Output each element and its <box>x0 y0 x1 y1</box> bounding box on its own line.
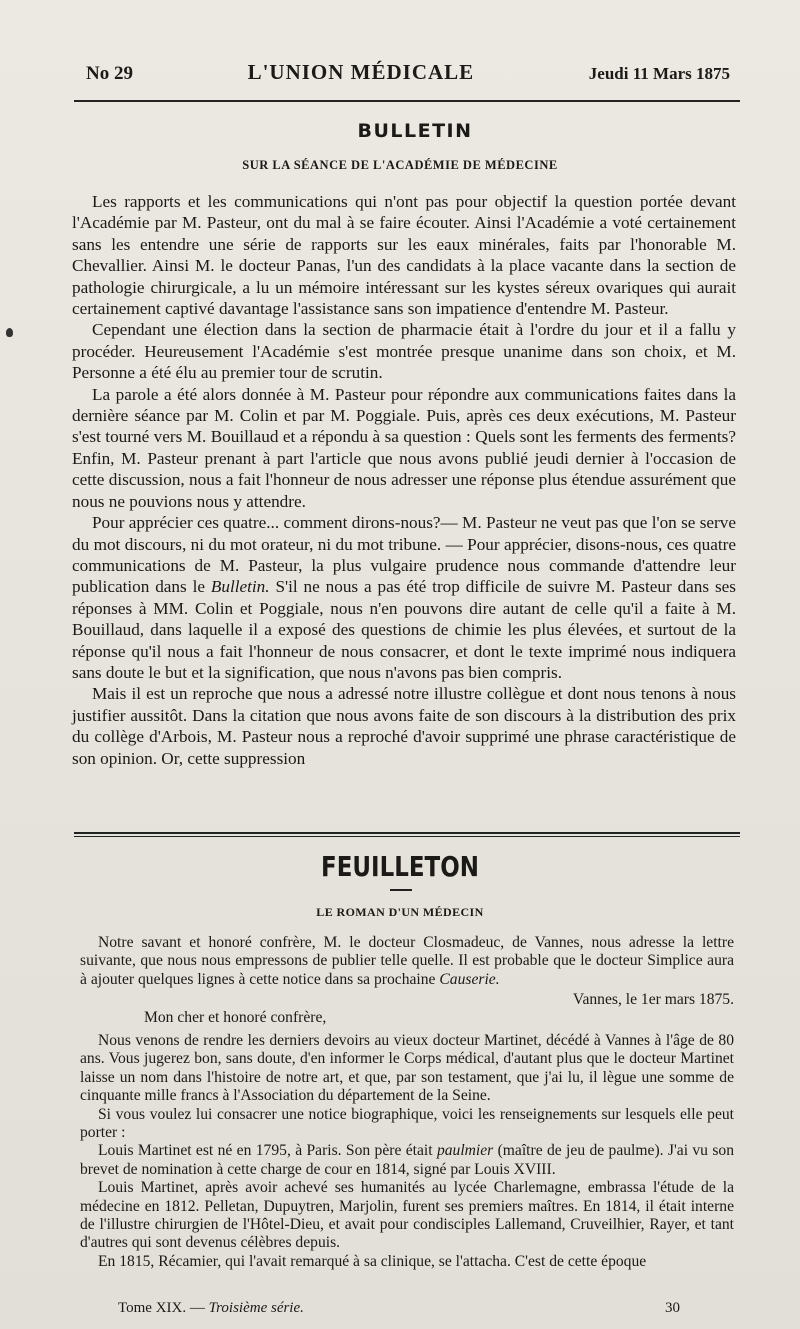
letter-text: Louis Martinet est né en 1795, à Paris. Son père était <box>98 1142 437 1160</box>
header-rule <box>74 100 740 102</box>
feuilleton-subtitle: LE ROMAN D'UN MÉDECIN <box>316 905 484 919</box>
issue-date: Jeudi 11 Mars 1875 <box>588 64 730 83</box>
letter-place-date: Vannes, le 1er mars 1875. <box>572 990 734 1008</box>
volume-info <box>118 1300 304 1317</box>
bulletin-paragraph: La parole a été alors donnée à M. Pasteur pour répondre aux communications faites dans la dernière séance par M. Colin et par M. Poggiale. Puis, après ces deux exécutions, M. Pasteur s'est tourné vers M. Bouillaud et a répondu à sa question : Quels sont les ferments des ferments? Enfin, M. Pasteur prenant à part l'article que nous avons publié jeudi dernier à l'occasion de cette discussion, nous a fait l'honneur de nous adresser une réponse plus étendue assurément que nous ne pouvions nous y attendre. <box>72 384 736 511</box>
letter-paragraph: Si vous voulez lui consacrer une notice biographique, voici les renseignements sur lesquels elle peut porter : <box>80 1105 734 1142</box>
bulletin-text: Pour apprécier ces quatre... comment dirons-nous?— M. Pasteur ne veut pas que l'on se serve du mot discours, ni du mot orateur, ni du mot tribune. — Pour apprécier, disons-nous, ces quatre communications de M. Pasteur, la plus vulgaire prudence nous commande d'attendre leur publication dans le <box>72 513 736 597</box>
letter-paragraph: En 1815, Récamier, qui l'avait remarqué à sa clinique, se l'attacha. C'est de cette époque <box>98 1252 647 1270</box>
bulletin-subtitle: SUR LA SÉANCE DE L'ACADÉMIE DE MÉDECINE <box>242 158 558 172</box>
intro-italic: Causerie. <box>439 970 500 988</box>
bulletin-title: BULLETIN <box>357 120 473 142</box>
letter-paragraph: Nous venons de rendre les derniers devoirs au vieux docteur Martinet, décédé à Vannes à l'âge de 80 ans. Vous jugerez bon, sans doute, d'en informer le Corps médical, d'autant plus que le docteur Martinet laisse un nom dans l'histoire de notre art, et que, par son testament, que j'ai lu, il lègue une somme de cinquante mille francs à l'Association du département de la Seine. <box>80 1032 734 1105</box>
feuilleton-intro-paragraph <box>80 934 734 989</box>
feuilleton-rule-thin <box>74 836 740 837</box>
feuilleton-rule <box>74 832 740 834</box>
ink-spot <box>6 328 13 337</box>
feuilleton-intro <box>80 934 734 1027</box>
intro-text: Notre savant et honoré confrère, M. le docteur Closmadeuc, de Vannes, nous adresse la lettre suivante, que nous nous empressons de publier telle quelle. Il est probable que le docteur Simplice aura à ajouter quelques lignes à cette notice dans sa prochaine <box>80 934 734 988</box>
letter-salutation: Mon cher et honoré confrère, <box>144 1009 327 1027</box>
series-label: Troisième série. <box>208 1300 304 1316</box>
page-header <box>86 60 730 85</box>
volume-label: Tome XIX. — <box>118 1300 209 1316</box>
issue-number: No 29 <box>86 63 133 84</box>
letter-text: (maître de jeu de paulme). J'ai vu son brevet de nomination à cette charge de cour en 1814, signé par Louis XVIII. <box>80 1142 734 1178</box>
page-number: 30 <box>665 1300 680 1316</box>
feuilleton-title: FEUILLETON <box>321 850 479 883</box>
bulletin-italic: Bulletin. <box>210 577 270 597</box>
letter-paragraph <box>80 1142 734 1179</box>
bulletin-paragraph <box>72 512 736 683</box>
feuilleton-letter <box>80 1032 734 1271</box>
bulletin-text: S'il ne nous a pas été trop difficile de suivre M. Pasteur dans ses réponses à MM. Colin et Poggiale, nous n'en pouvons dire autant de celle qu'il a faite à M. Bouillaud, dans laquelle il a exposé des questions de chimie les plus élevées, et surtout de la réponse qu'il nous a fait l'honneur de nous consacrer, et dont le texte imprimé nous indiquera sans doute le but et la signification, que nous n'avons pas bien compris. <box>72 577 736 682</box>
feuilleton-title-underline <box>390 889 412 891</box>
bulletin-body <box>72 191 736 769</box>
journal-title: L'UNION MÉDICALE <box>247 60 475 84</box>
letter-paragraph: Louis Martinet, après avoir achevé ses humanités au lycée Charlemagne, embrassa l'étude de la médecine en 1812. Pelletan, Dupuytren, Marjolin, furent ses premiers maîtres. En 1814, il était interne de l'illustre chirurgien de l'Hôtel-Dieu, et avait pour condisciples Lallemand, Cruveilhier, Rayer, et tant d'autres qui sont devenus célèbres depuis. <box>80 1179 734 1252</box>
bulletin-paragraph: Mais il est un reproche que nous a adressé notre illustre collègue et dont nous tenons à nous justifier aussitôt. Dans la citation que nous avons faite de son discours à la distribution des prix du collège d'Arbois, M. Pasteur nous a reproché d'avoir supprimé une phrase caractéristique de son opinion. Or, cette suppression <box>72 684 736 768</box>
bulletin-paragraph: Les rapports et les communications qui n'ont pas pour objectif la question portée devant l'Académie par M. Pasteur, ont du mal à se faire écouter. Ainsi l'Académie a voté certainement sans les entendre une série de rapports sur les eaux minérales, faits par l'honorable M. Chevallier. Ainsi M. le docteur Panas, l'un des candidats à la place vacante dans la section de pathologie chirurgicale, a lu un mémoire intéressant sur les kystes séreux ovariques qui aurait certainement captivé davantage l'assistance sans son impatience d'entendre M. Pasteur. <box>72 192 736 319</box>
letter-italic: paulmier <box>436 1142 494 1160</box>
bulletin-paragraph: Cependant une élection dans la section de pharmacie était à l'ordre du jour et il a fallu y procéder. Heureusement l'Académie s'est montrée presque unanime dans son choix, et M. Personne a été élu au premier tour de scrutin. <box>72 320 736 383</box>
page-footer <box>118 1300 680 1317</box>
